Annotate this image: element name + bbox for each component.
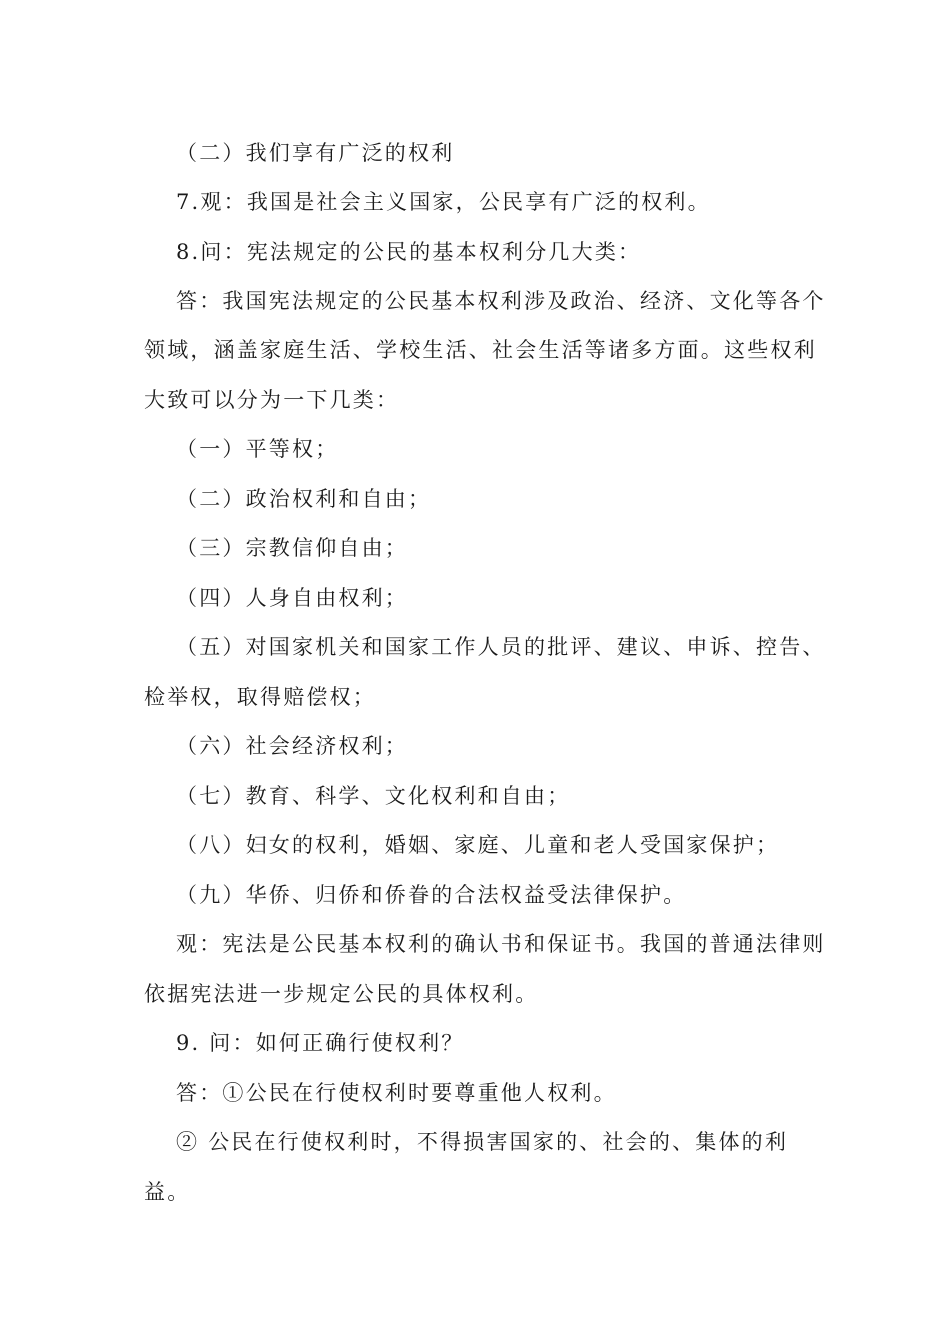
list-item: （五）对国家机关和国家工作人员的批评、建议、申诉、控告、 — [176, 635, 826, 659]
paragraph-line: 7.观：我国是社会主义国家，公民享有广泛的权利。 — [176, 190, 711, 214]
section-heading: （二）我们享有广泛的权利 — [176, 141, 455, 165]
list-item: （八）妇女的权利，婚姻、家庭、儿童和老人受国家保护； — [176, 833, 780, 857]
paragraph-line: 益。 — [144, 1180, 191, 1204]
list-item: （一）平等权； — [176, 437, 339, 461]
paragraph-line: 领域，涵盖家庭生活、学校生活、社会生活等诸多方面。这些权利 — [144, 338, 817, 362]
list-item: （九）华侨、归侨和侨眷的合法权益受法律保护。 — [176, 883, 687, 907]
list-item-continuation: 检举权，取得赔偿权； — [144, 685, 376, 709]
list-item: （七）教育、科学、文化权利和自由； — [176, 784, 571, 808]
list-item: （六）社会经济权利； — [176, 734, 408, 758]
paragraph-line: 答：我国宪法规定的公民基本权利涉及政治、经济、文化等各个 — [176, 289, 826, 313]
list-item: （四）人身自由权利； — [176, 586, 408, 610]
paragraph-line: 答：①公民在行使权利时要尊重他人权利。 — [176, 1081, 617, 1105]
list-item: （三）宗教信仰自由； — [176, 536, 408, 560]
paragraph-line: ② 公民在行使权利时，不得损害国家的、社会的、集体的利 — [176, 1130, 789, 1154]
list-item: （二）政治权利和自由； — [176, 487, 432, 511]
paragraph-line: 依据宪法进一步规定公民的具体权利。 — [144, 982, 539, 1006]
paragraph-line: 观：宪法是公民基本权利的确认书和保证书。我国的普通法律则 — [176, 932, 826, 956]
paragraph-line: 9. 问：如何正确行使权利？ — [176, 1031, 465, 1055]
paragraph-line: 8.问：宪法规定的公民的基本权利分几大类： — [176, 240, 642, 264]
paragraph-line: 大致可以分为一下几类： — [144, 388, 400, 412]
